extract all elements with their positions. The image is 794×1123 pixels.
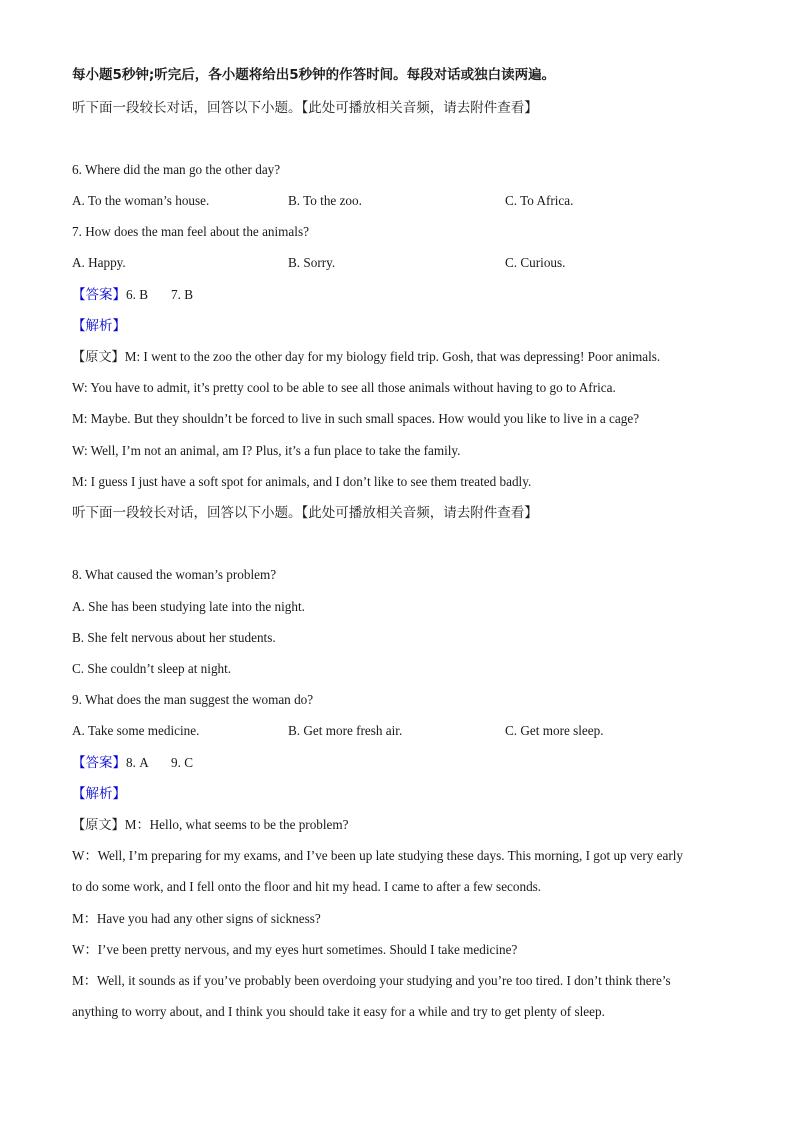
transcript-line: M：Well, it sounds as if you’ve probably been overdoing your studying and you’re too tired. I don’t think there’s: [72, 973, 671, 988]
transcript-line: W: Well, I’m not an animal, am I? Plus, it’s a fun place to take the family.: [72, 443, 461, 458]
answer-block-2: [72, 754, 193, 772]
option-9a: A. Take some medicine.: [72, 723, 200, 738]
question-9: 9. What does the man suggest the woman do?: [72, 692, 314, 707]
transcript-line: M: I guess I just have a soft spot for animals, and I don’t like to see them treated badly.: [72, 474, 532, 489]
transcript-line: to do some work, and I fell onto the floor and hit my head. I came to after a few seconds.: [72, 879, 542, 894]
option-6c: C. To Africa.: [505, 193, 574, 208]
answer-tag: 【答案】: [72, 755, 126, 771]
transcript-line: M: Maybe. But they shouldn’t be forced to live in such small spaces. How would you like to live in a cage?: [72, 411, 640, 426]
transcript-line: W：Well, I’m preparing for my exams, and I’ve been up late studying these days. This morning, I got up very early: [72, 848, 684, 863]
transcript-line: 【原文】M: I went to the zoo the other day for my biology field trip. Gosh, that was depressing! Poor animals.: [72, 349, 661, 364]
option-8c: C. She couldn’t sleep at night.: [72, 661, 232, 676]
option-6b: B. To the zoo.: [288, 193, 362, 208]
transcript-line: M：Have you had any other signs of sickness?: [72, 911, 321, 926]
question-8: 8. What caused the woman’s problem?: [72, 567, 277, 582]
answer-value: 8. A 9. C: [126, 755, 194, 770]
answer-tag: 【答案】: [72, 287, 126, 303]
option-9b: B. Get more fresh air.: [288, 723, 403, 738]
option-7b: B. Sorry.: [288, 255, 336, 270]
transcript-line: anything to worry about, and I think you should take it easy for a while and try to get plenty of sleep.: [72, 1004, 605, 1019]
transcript-line: W: You have to admit, it’s pretty cool to be able to see all those animals without having to go to Africa.: [72, 380, 616, 395]
option-6a: A. To the woman’s house.: [72, 193, 210, 208]
analysis-tag: 【解析】: [72, 786, 126, 802]
transcript-line: 【原文】M：Hello, what seems to be the problem?: [72, 817, 349, 832]
answer-block-1: [72, 286, 193, 304]
question-6: 6. Where did the man go the other day?: [72, 162, 281, 177]
instruction-audio-1: 听下面一段较长对话，回答以下小题。【此处可播放相关音频，请去附件查看】: [72, 100, 538, 116]
instruction-audio-2: 听下面一段较长对话，回答以下小题。【此处可播放相关音频，请去附件查看】: [72, 505, 538, 521]
answer-value: 6. B 7. B: [126, 287, 194, 302]
option-7c: C. Curious.: [505, 255, 566, 270]
instruction-heading: 每小题5秒钟;听完后，各小题将给出5秒钟的作答时间。每段对话或独白读两遍。: [72, 67, 556, 83]
option-9c: C. Get more sleep.: [505, 723, 604, 738]
transcript-line: W：I’ve been pretty nervous, and my eyes hurt sometimes. Should I take medicine?: [72, 942, 518, 957]
option-8b: B. She felt nervous about her students.: [72, 630, 276, 645]
option-8a: A. She has been studying late into the night.: [72, 599, 305, 614]
analysis-tag: 【解析】: [72, 318, 126, 334]
option-7a: A. Happy.: [72, 255, 126, 270]
question-7: 7. How does the man feel about the animals?: [72, 224, 309, 239]
